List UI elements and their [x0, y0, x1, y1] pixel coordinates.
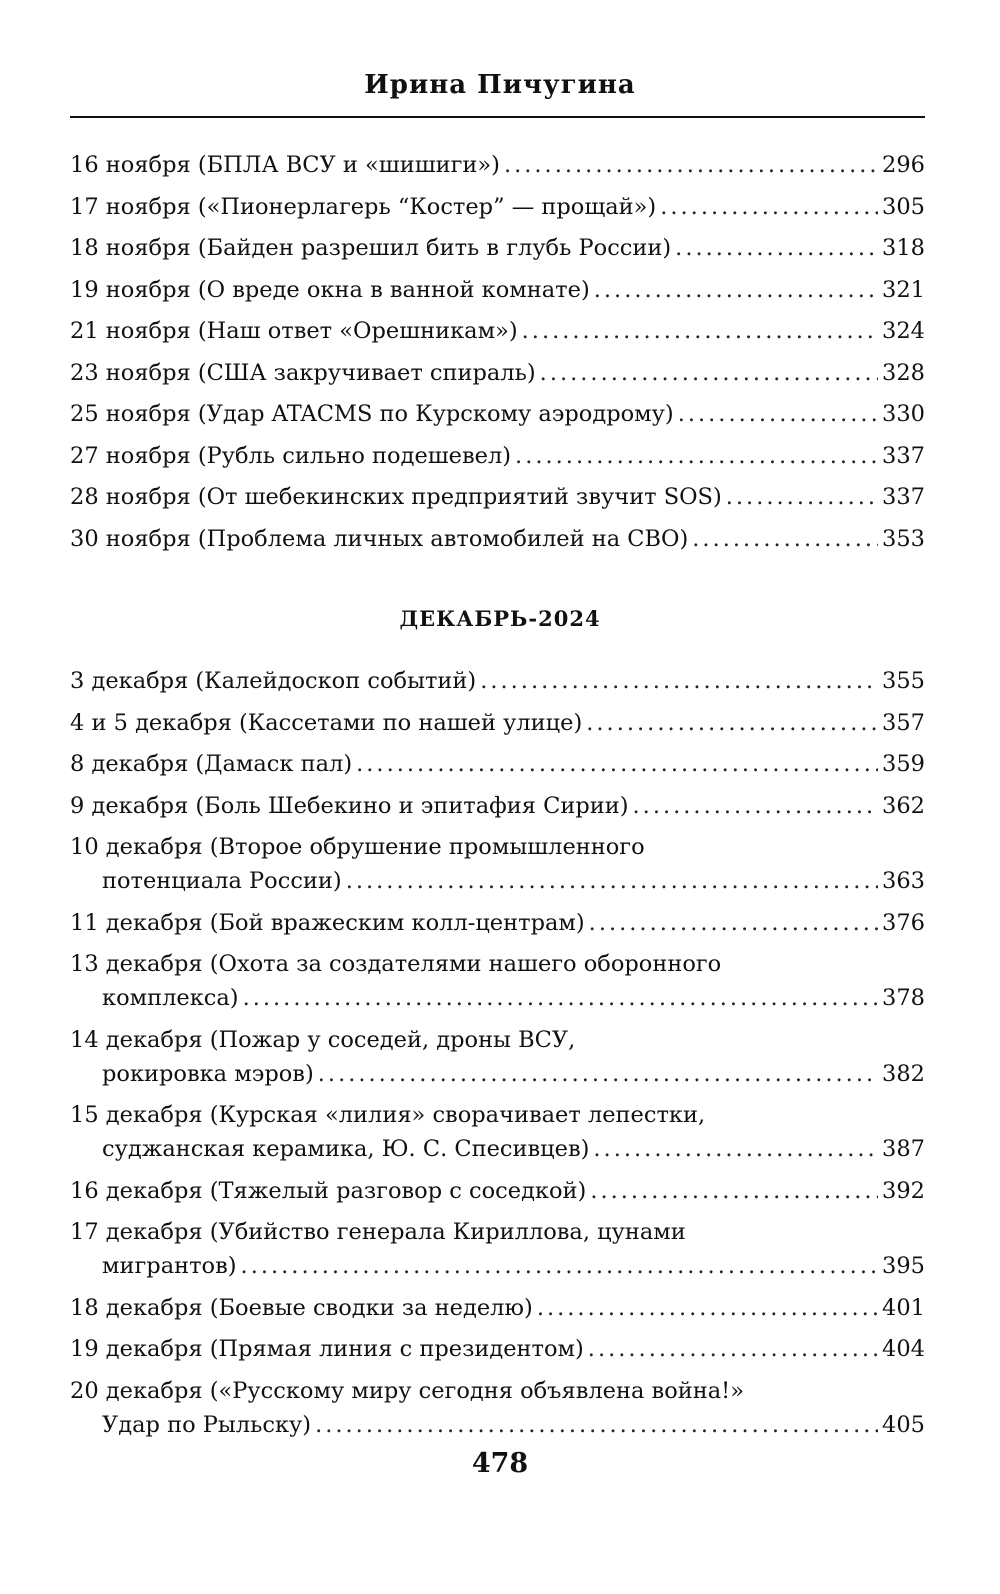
toc-entry-title: 23 ноября (США закручивает спираль) [70, 359, 536, 386]
toc-entry-title: 25 ноября (Удар ATACMS по Курскому аэродрому) [70, 401, 674, 427]
toc-entry-page: 328 [882, 359, 925, 386]
toc-entry-page: 382 [882, 1060, 925, 1087]
header-rule [70, 116, 925, 118]
toc-entry [70, 314, 925, 348]
toc-entry-title: 15 декабря (Курская «лилия» сворачивает лепестки, [70, 1102, 706, 1128]
leader-dots [241, 1249, 879, 1283]
toc-entry-title: 8 декабря (Дамаск пал) [70, 751, 353, 777]
toc-entry [70, 664, 925, 698]
toc-entry-page: 337 [882, 442, 925, 469]
leader-dots [633, 789, 879, 823]
toc-december-list [70, 664, 925, 1449]
toc-entry [70, 1215, 925, 1283]
toc-entry-title-continued: Удар по Рыльску) [102, 1411, 312, 1438]
toc-entry-page: 362 [882, 792, 925, 819]
toc-entry [70, 480, 925, 514]
leader-dots [594, 273, 878, 307]
leader-dots [593, 1132, 878, 1166]
toc-entry [70, 789, 925, 823]
toc-entry [70, 947, 925, 1015]
toc-entry-page: 318 [882, 235, 925, 261]
toc-entry [70, 1174, 925, 1208]
running-header-author: Ирина Пичугина [364, 70, 636, 100]
toc-entry-title: 17 декабря (Убийство генерала Кириллова, цунами [70, 1219, 686, 1245]
toc-entry-page: 324 [882, 318, 925, 344]
toc-entry-title: 28 ноября (От шебекинских предприятий звучит SOS) [70, 484, 722, 510]
leader-dots [537, 1291, 878, 1325]
toc-entry [70, 830, 925, 898]
toc-entry-title-continued: потенциала России) [102, 868, 342, 894]
leader-dots [660, 190, 878, 224]
leader-dots [315, 1408, 878, 1442]
toc-entry-title: 9 декабря (Боль Шебекино и эпитафия Сирии) [70, 792, 629, 819]
toc-entry [70, 522, 925, 556]
leader-dots [692, 522, 878, 556]
toc-entry [70, 1023, 925, 1091]
toc-entry [70, 273, 925, 307]
toc-entry-title: 16 ноября (БПЛА ВСУ и «шишиги») [70, 152, 500, 178]
leader-dots [480, 664, 878, 698]
leader-dots [515, 439, 878, 473]
toc-entry-page: 357 [882, 709, 925, 736]
toc-entry-page: 355 [882, 668, 925, 694]
toc-entry [70, 148, 925, 182]
page-number: 478 [471, 1448, 529, 1479]
leader-dots [356, 747, 878, 781]
leader-dots [589, 906, 878, 940]
toc-entry-title: 19 ноября (О вреде окна в ванной комнате) [70, 276, 590, 303]
toc-entry-page: 404 [882, 1336, 925, 1362]
toc-entry [70, 1098, 925, 1166]
toc-entry-title: 18 ноября (Байден разрешил бить в глубь России) [70, 235, 672, 261]
leader-dots [346, 864, 878, 898]
toc-entry-title: 17 ноября («Пионерлагерь “Костер” — прощай») [70, 193, 657, 220]
leader-dots [675, 231, 878, 265]
toc-entry-title: 27 ноября (Рубль сильно подешевел) [70, 442, 512, 469]
toc-november-list [70, 148, 925, 563]
toc-entry [70, 747, 925, 781]
leader-dots [540, 356, 878, 390]
toc-entry-page: 337 [882, 484, 925, 510]
section-title-december: ДЕКАБРЬ-2024 [399, 606, 601, 631]
toc-entry-page: 359 [882, 751, 925, 777]
toc-entry [70, 1332, 925, 1366]
toc-entry-title-continued: мигрантов) [102, 1253, 237, 1279]
toc-entry-title: 21 ноября (Наш ответ «Орешникам») [70, 318, 518, 344]
toc-entry-page: 296 [882, 152, 925, 178]
toc-entry-page: 363 [882, 868, 925, 894]
toc-entry-page: 321 [882, 276, 925, 303]
toc-entry [70, 439, 925, 473]
toc-entry-page: 378 [882, 985, 925, 1011]
leader-dots [588, 1332, 878, 1366]
toc-entry [70, 906, 925, 940]
leader-dots [590, 1174, 878, 1208]
toc-entry-page: 376 [882, 909, 925, 936]
toc-entry-title: 30 ноября (Проблема личных автомобилей на СВО) [70, 525, 689, 552]
toc-entry-title-continued: рокировка мэров) [102, 1060, 314, 1087]
toc-entry-page: 387 [882, 1136, 925, 1162]
toc-entry [70, 1291, 925, 1325]
toc-entry-page: 353 [882, 525, 925, 552]
toc-entry-title: 14 декабря (Пожар у соседей, дроны ВСУ, [70, 1026, 576, 1053]
toc-entry-page: 401 [882, 1294, 925, 1321]
toc-entry-title-continued: суджанская керамика, Ю. С. Спесивцев) [102, 1136, 590, 1162]
toc-entry-title-continued: комплекса) [102, 985, 239, 1011]
toc-entry-title: 4 и 5 декабря (Кассетами по нашей улице) [70, 709, 583, 736]
toc-entry-page: 305 [882, 193, 925, 220]
toc-entry-title: 10 декабря (Второе обрушение промышленного [70, 834, 645, 860]
leader-dots [678, 397, 878, 431]
toc-entry [70, 356, 925, 390]
leader-dots [522, 314, 878, 348]
leader-dots [318, 1057, 878, 1091]
toc-entry-title: 11 декабря (Бой вражеским колл-центрам) [70, 909, 585, 936]
leader-dots [586, 706, 878, 740]
toc-entry-page: 405 [882, 1411, 925, 1438]
toc-entry-title: 13 декабря (Охота за создателями нашего оборонного [70, 951, 722, 977]
leader-dots [504, 148, 878, 182]
toc-entry-page: 392 [882, 1177, 925, 1204]
leader-dots [243, 981, 878, 1015]
toc-entry-page: 330 [882, 401, 925, 427]
toc-entry [70, 190, 925, 224]
toc-entry-title: 16 декабря (Тяжелый разговор с соседкой) [70, 1177, 587, 1204]
toc-entry-title: 20 декабря («Русскому миру сегодня объявлена война!» [70, 1377, 744, 1404]
toc-entry [70, 1374, 925, 1442]
toc-entry-title: 18 декабря (Боевые сводки за неделю) [70, 1294, 533, 1321]
toc-entry [70, 706, 925, 740]
toc-entry [70, 397, 925, 431]
toc-entry-page: 395 [882, 1253, 925, 1279]
toc-entry [70, 231, 925, 265]
leader-dots [726, 480, 878, 514]
toc-entry-title: 19 декабря (Прямая линия с президентом) [70, 1336, 584, 1362]
toc-entry-title: 3 декабря (Калейдоскоп событий) [70, 668, 477, 694]
